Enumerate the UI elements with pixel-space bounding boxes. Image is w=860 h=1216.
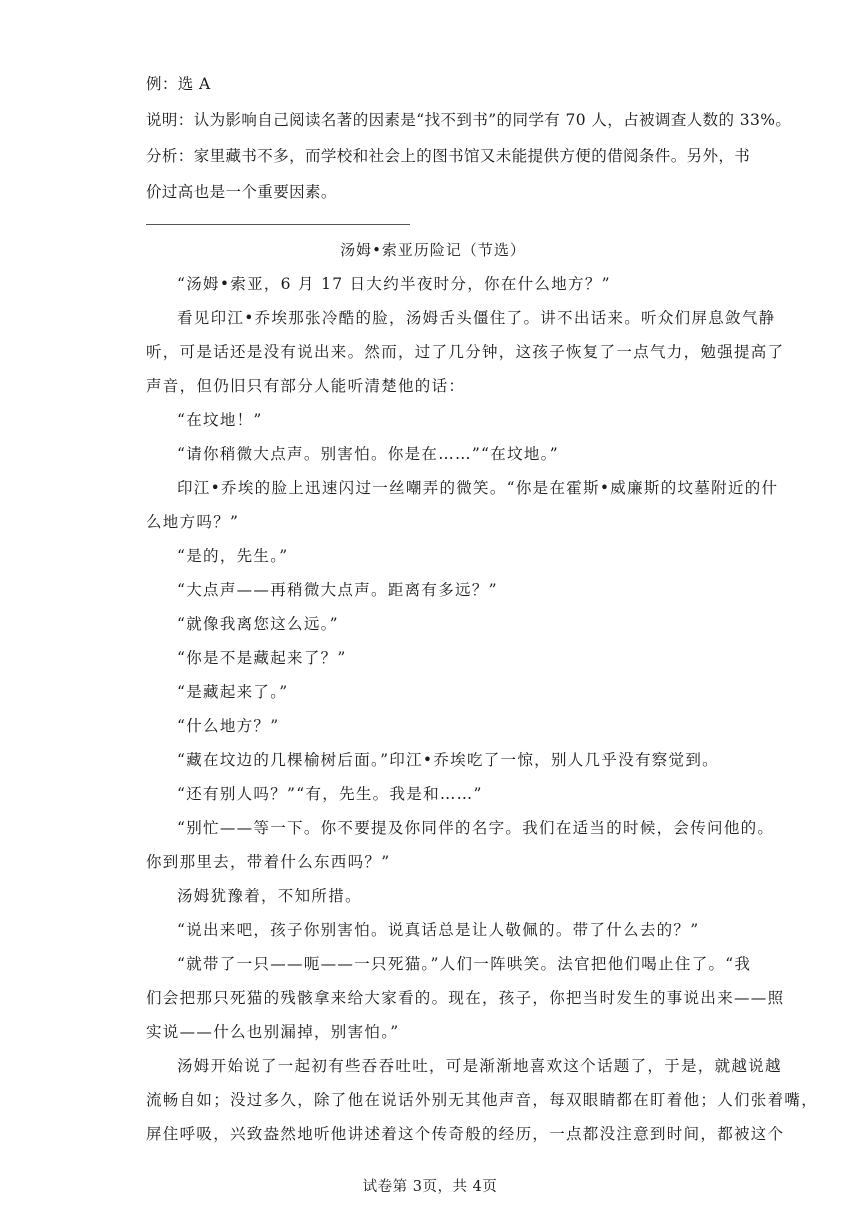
story-line: “什么地方？”	[177, 717, 280, 735]
analysis-line: 分析：家里藏书不多，而学校和社会上的图书馆又未能提供方便的借阅条件。另外，书	[146, 147, 751, 165]
story-title: 汤姆•索亚历险记（节选）	[340, 241, 526, 259]
story-line: “是藏起来了。”	[177, 683, 289, 701]
story-line: “在坟地！”	[177, 411, 263, 429]
story-line: “汤姆•索亚，6 月 17 日大约半夜时分，你在什么地方？”	[177, 275, 611, 293]
story-line: 么地方吗？”	[146, 513, 240, 531]
analysis-continued-line: 价过高也是一个重要因素。	[146, 183, 337, 201]
story-line: 你到那里去，带着什么东西吗？”	[146, 853, 391, 871]
story-line: 汤姆开始说了一起初有些吞吞吐吐，可是渐渐地喜欢这个话题了，于是，就越说越	[177, 1057, 782, 1075]
story-line: “你是不是藏起来了？”	[177, 649, 347, 667]
section-divider	[146, 224, 410, 225]
story-line: 汤姆犹豫着，不知所措。	[177, 887, 362, 905]
story-line: 们会把那只死猫的残骸拿来给大家看的。现在，孩子，你把当时发生的事说出来——照	[146, 989, 785, 1007]
story-line: 流畅自如；没过多久，除了他在说话外别无其他声音，每双眼睛都在盯着他；人们张着嘴，	[146, 1091, 819, 1109]
story-line: “就像我离您这么远。”	[177, 615, 339, 633]
story-line: 屏住呼吸，兴致盎然地听他讲述着这个传奇般的经历，一点都没注意到时间，都被这个	[146, 1125, 785, 1143]
story-line: 听，可是话还是没有说出来。然而，过了几分钟，这孩子恢复了一点气力，勉强提高了	[146, 343, 785, 361]
story-line: “说出来吧，孩子你别害怕。说真话总是让人敬佩的。带了什么去的？”	[177, 921, 700, 939]
story-line: “藏在坟边的几棵榆树后面。”印江•乔埃吃了一惊，别人几乎没有察觉到。	[177, 751, 719, 769]
story-line: “请你稍微大点声。别害怕。你是在……”“在坟地。”	[177, 445, 559, 463]
story-line: 看见印江•乔埃那张冷酷的脸，汤姆舌头僵住了。讲不出话来。听众们屏息敛气静	[177, 309, 776, 327]
story-line: “是的，先生。”	[177, 547, 289, 565]
story-line: 印江•乔埃的脸上迅速闪过一丝嘲弄的微笑。“你是在霍斯•威廉斯的坟墓附近的什	[177, 479, 779, 497]
example-line: 例：选 A	[146, 75, 211, 93]
story-line: “别忙——等一下。你不要提及你同伴的名字。我们在适当的时候，会传问他的。	[177, 819, 775, 837]
story-line: “大点声——再稍微大点声。距离有多远？”	[177, 581, 498, 599]
page-footer: 试卷第 3页，共 4页	[362, 1179, 498, 1195]
story-line: 声音，但仍旧只有部分人能听清楚他的话：	[146, 377, 466, 395]
story-excerpt	[146, 233, 819, 1151]
story-line: 实说——什么也别漏掉，别害怕。”	[146, 1023, 400, 1041]
answer-example-section	[146, 66, 792, 210]
story-line: “还有别人吗？”“有，先生。我是和……”	[177, 785, 483, 803]
story-line: “就带了一只——呃——一只死猫。”人们一阵哄笑。法官把他们喝止住了。“我	[177, 955, 752, 973]
explanation-line: 说明：认为影响自己阅读名著的因素是“找不到书”的同学有 70 人，占被调查人数的 33%。	[146, 111, 792, 129]
